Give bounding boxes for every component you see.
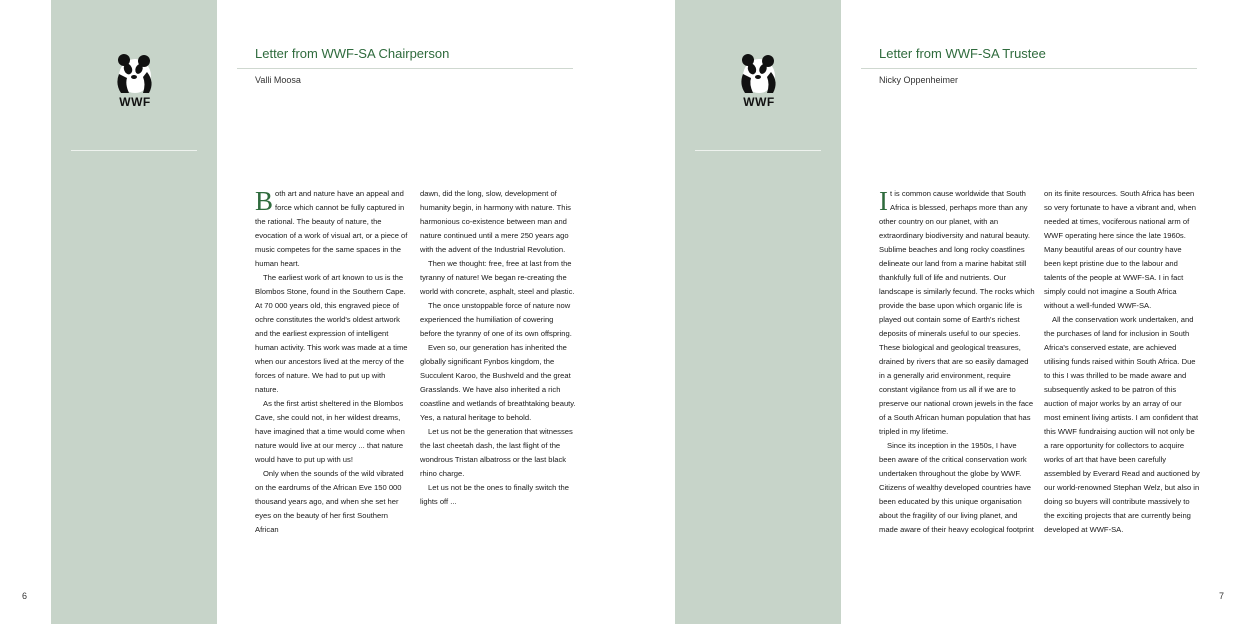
paragraph: on its finite resources. South Africa has been so very fortunate to have a vibrant and, when needed at times, vociferous national arm of WWF operating here since the late 1960s. Many beautiful areas of our country have been kept pristine due to the labour and talents of the people at WWF-SA. I in fact simply could not imagine a South Africa without a well-funded WWF-SA. (1044, 189, 1196, 310)
paragraph: Let us not be the ones to finally switch the lights off ... (420, 483, 569, 506)
paragraph: dawn, did the long, slow, development of humanity begin, in harmony with nature. This harmonious co-existence between man and nature continued until a mere 250 years ago with the advent of the Industrial Revolution. (420, 189, 571, 254)
paragraph: The earliest work of art known to us is the Blombos Stone, found in the Southern Cape. At 70 000 years old, this engraved piece of ochre constitutes the world's oldest artwork and the earliest expression of intelligent human activity. This work was made at a time when our ancestors lived at the mercy of the forces of nature. We had to put up with nature. (255, 273, 408, 394)
author-name: Valli Moosa (255, 75, 301, 85)
drop-cap: B (255, 186, 274, 216)
text-column-1 (255, 187, 411, 537)
author-name: Nicky Oppenheimer (879, 75, 959, 85)
green-sidebar-band (51, 0, 217, 624)
panda-icon (113, 52, 157, 96)
band-divider (695, 150, 821, 151)
text-column-2 (420, 187, 576, 509)
page-title: Letter from WWF-SA Chairperson (255, 46, 450, 61)
panda-icon (737, 52, 781, 96)
wwf-logo (737, 52, 781, 114)
drop-cap: I (879, 186, 888, 216)
title-divider (861, 68, 1197, 69)
paragraph: The once unstoppable force of nature now experienced the humiliation of cowering before the tyranny of one of its own offspring. (420, 301, 572, 338)
paragraph: Only when the sounds of the wild vibrated on the eardrums of the African Eve 150 000 thousand years ago, and when she set her eyes on the beauty of her first Southern African (255, 469, 404, 534)
page-number: 6 (22, 591, 28, 601)
paragraph: All the conservation work undertaken, and the purchases of land for inclusion in South Africa's conserved estate, are achieved utilising funds raised within South Africa. Due to this I was thrilled to be made aware and subsequently asked to be patron of this auction of major works by an array of our most eminent living artists. I am confident that this WWF fundraising auction will not only be a rare opportunity for collectors to acquire works of art that have been carefully assembled by Everard Read and auctioned by our world-renowned Stephan Welz, but also in doing so buyers will contribute massively to the exciting projects that are currently being developed at WWF-SA. (1044, 315, 1200, 534)
paragraph: Since its inception in the 1950s, I have been aware of the critical conservation work undertaken throughout the globe by WWF. Citizens of wealthy developed countries have been educated by this unique organisation about the fragility of our living planet, and made aware of their heavy ecological footprint (879, 441, 1034, 534)
logo-text: WWF (119, 95, 151, 109)
paragraph: As the first artist sheltered in the Blombos Cave, she could not, in her wildest dreams, have imagined that a time would come when nature would live at our mercy ... that nature would have to put up with us! (255, 399, 405, 464)
paragraph: Let us not be the generation that witnesses the last cheetah dash, the last flight of the wondrous Tristan albatross or the last black rhino charge. (420, 427, 573, 478)
paragraph: It is common cause worldwide that South Africa is blessed, perhaps more than any other country on our planet, with an extraordinary biodiversity and natural beauty. Sublime beaches and long rocky coastlines delineate our land from a marine habitat still thankfully full of life and nutrients. Our landscape is similarly fecund. The rocks which provide the base upon which organic life is played out contain some of Earth's richest deposits of minerals useful to our species. These biological and geological treasures, drained by rivers that are so easily damaged in a generally arid environment, require constant vigilance from us all if we are to preserve our national crown jewels in the face of a South African human population that has tripled in my lifetime. (879, 186, 1035, 436)
wwf-logo (113, 52, 157, 114)
title-divider (237, 68, 573, 69)
band-divider (71, 150, 197, 151)
page-title: Letter from WWF-SA Trustee (879, 46, 1046, 61)
green-sidebar-band (675, 0, 841, 624)
page-number: 7 (1219, 591, 1225, 601)
text-column-2 (1044, 187, 1200, 537)
paragraph: Even so, our generation has inherited the globally significant Fynbos kingdom, the Succulent Karoo, the Bushveld and the great Grasslands. We have also inherited a rich coastline and wetlands of breathtaking beauty. Yes, a natural heritage to behold. (420, 343, 576, 422)
paragraph: Then we thought: free, free at last from the tyranny of nature! We began re-creating the world with concrete, asphalt, steel and plastic. (420, 259, 575, 296)
paragraph: Both art and nature have an appeal and force which cannot be fully captured in the rational. The beauty of nature, the evocation of a work of visual art, or a piece of music competes for the same spaces in the human heart. (255, 186, 408, 268)
logo-text: WWF (743, 95, 775, 109)
right-page (624, 0, 1248, 624)
text-column-1 (879, 187, 1035, 537)
